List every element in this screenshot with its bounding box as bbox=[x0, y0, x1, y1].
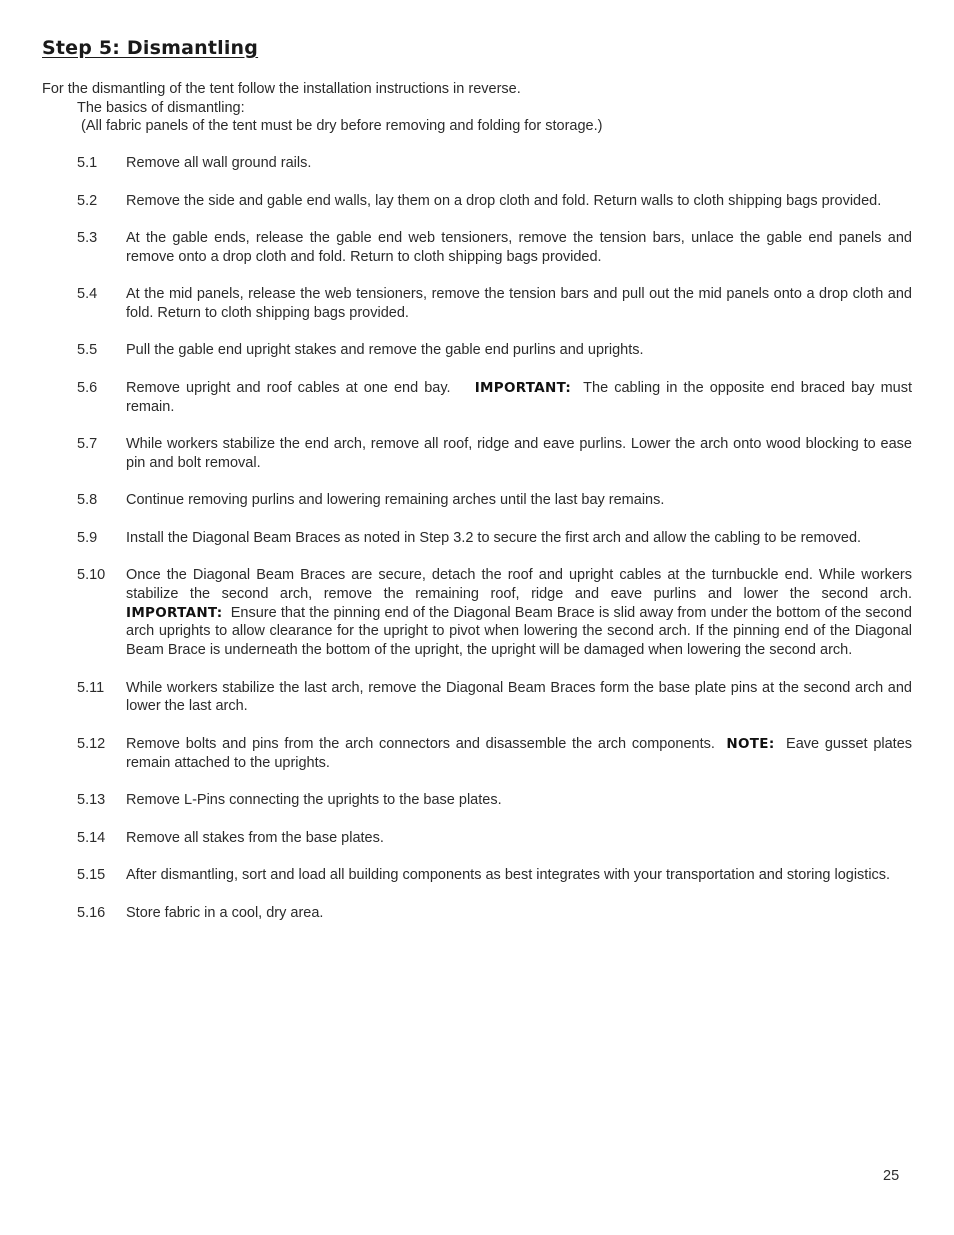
page-title: Step 5: Dismantling bbox=[42, 37, 259, 59]
important-label: IMPORTANT: bbox=[126, 604, 223, 621]
step-text: Remove L-Pins connecting the uprights to the base plates. bbox=[126, 792, 502, 809]
step-number: 5.5 bbox=[77, 342, 98, 359]
step-item bbox=[77, 679, 912, 716]
step-text: After dismantling, sort and load all building components as best integrates with your transportation and storing logistics. bbox=[126, 867, 891, 884]
step-item bbox=[77, 791, 912, 810]
step-number: 5.4 bbox=[77, 286, 98, 303]
step-number: 5.12 bbox=[77, 735, 106, 752]
step-number: 5.11 bbox=[77, 679, 105, 696]
step-item bbox=[77, 566, 912, 660]
step-number: 5.16 bbox=[77, 904, 106, 921]
step-text: Continue removing purlins and lowering remaining arches until the last bay remains. bbox=[126, 492, 665, 509]
step-text: While workers stabilize the end arch, remove all roof, ridge and eave purlins. Lower the arch onto wood blocking to ease pin and bolt removal. bbox=[126, 436, 912, 471]
step-text-part: Eave gusset plates remain attached to the uprights. bbox=[126, 735, 913, 771]
step-number: 5.2 bbox=[77, 192, 98, 209]
step-text bbox=[126, 379, 912, 416]
step-item bbox=[77, 829, 912, 848]
step-number: 5.13 bbox=[77, 792, 106, 809]
step-item bbox=[77, 229, 912, 266]
step-number: 5.8 bbox=[77, 492, 98, 509]
step-text: Remove the side and gable end walls, lay them on a drop cloth and fold. Return walls to cloth shipping bags provided. bbox=[126, 192, 882, 209]
step-number: 5.10 bbox=[77, 567, 106, 584]
step-number: 5.6 bbox=[77, 379, 98, 396]
intro-line: (All fabric panels of the tent must be dry before removing and folding for storage.) bbox=[81, 118, 603, 135]
step-text: Remove all stakes from the base plates. bbox=[126, 829, 384, 846]
step-number: 5.7 bbox=[77, 436, 98, 453]
step-number: 5.3 bbox=[77, 230, 98, 246]
step-item bbox=[77, 435, 912, 472]
step-text: Remove all wall ground rails. bbox=[126, 155, 312, 171]
step-text-part: Once the Diagonal Beam Braces are secure, detach the roof and upright cables at the turnbuckle end. While workers stabilize the second arch, remove the remaining roof, ridge and eave purlins and lower the second arch. bbox=[126, 567, 912, 603]
step-text: At the gable ends, release the gable end web tensioners, remove the tension bars, unlace the gable end panels and remove onto a drop cloth and fold. Return to cloth shipping bags provided. bbox=[126, 230, 912, 265]
step-text: Store fabric in a cool, dry area. bbox=[126, 904, 324, 921]
step-list bbox=[77, 154, 912, 941]
step-text: While workers stabilize the last arch, remove the Diagonal Beam Braces form the base plate pins at the second arch and lower the last arch. bbox=[126, 679, 912, 715]
step-text bbox=[126, 735, 912, 772]
step-text-part: Remove upright and roof cables at one end bay. bbox=[126, 379, 451, 396]
step-item bbox=[77, 904, 912, 923]
step-text-part: The cabling in the opposite end braced bay must remain. bbox=[126, 379, 912, 415]
note-label: NOTE: bbox=[726, 735, 775, 752]
step-text: Pull the gable end upright stakes and remove the gable end purlins and uprights. bbox=[126, 342, 644, 359]
step-number: 5.1 bbox=[77, 155, 98, 171]
intro-block bbox=[42, 80, 602, 136]
step-item bbox=[77, 154, 912, 173]
step-item bbox=[77, 735, 912, 772]
step-item bbox=[77, 285, 912, 322]
step-text bbox=[126, 566, 912, 660]
step-item bbox=[77, 491, 912, 510]
step-number: 5.15 bbox=[77, 867, 106, 884]
step-item bbox=[77, 866, 912, 885]
intro-line: For the dismantling of the tent follow the installation instructions in reverse. bbox=[42, 81, 521, 97]
step-text-part: Remove bolts and pins from the arch connectors and disassemble the arch components. bbox=[126, 735, 715, 752]
step-number: 5.14 bbox=[77, 829, 106, 846]
step-text-part: Ensure that the pinning end of the Diagonal Beam Brace is slid away from under the bottom of the second arch uprights to allow clearance for the upright to pivot when lowering the second arch. If the pinning end of the Diagonal Beam Brace is underneath the bottom of the upright, the upright will be damaged when lowering the second arch. bbox=[126, 604, 912, 659]
step-number: 5.9 bbox=[77, 529, 98, 546]
step-text: At the mid panels, release the web tensioners, remove the tension bars and pull out the mid panels onto a drop cloth and fold. Return to cloth shipping bags provided. bbox=[126, 286, 912, 321]
important-label: IMPORTANT: bbox=[474, 379, 572, 396]
page-number: 25 bbox=[883, 1168, 900, 1184]
step-item bbox=[77, 341, 912, 360]
step-item bbox=[77, 529, 912, 548]
step-text: Install the Diagonal Beam Braces as noted in Step 3.2 to secure the first arch and allow the cabling to be removed. bbox=[126, 529, 862, 546]
intro-line: The basics of dismantling: bbox=[77, 99, 245, 116]
step-item bbox=[77, 379, 912, 416]
step-item bbox=[77, 192, 912, 211]
